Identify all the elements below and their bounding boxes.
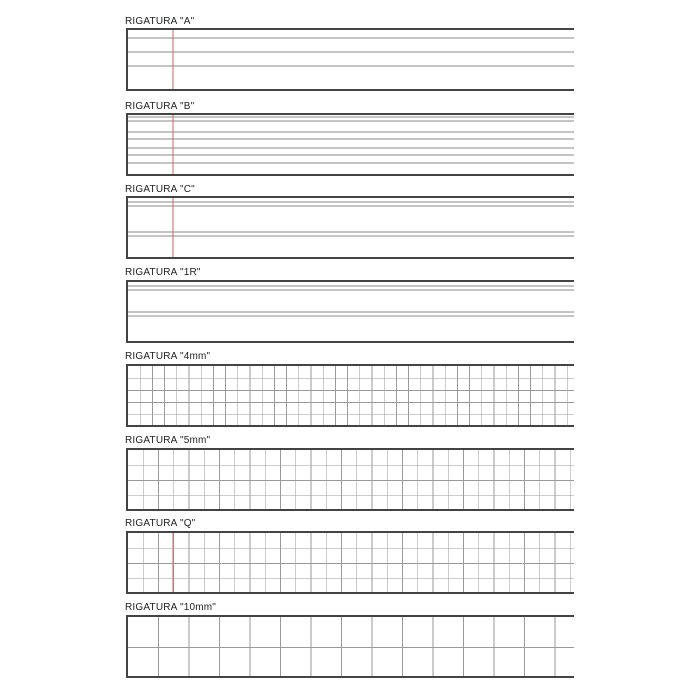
ruling-10mm-pattern [128,617,574,676]
ruling-b-pattern [128,115,574,174]
ruling-a-sample [126,28,574,91]
ruling-c-pattern [128,198,574,257]
ruling-b-label: RIGATURA "B" [125,101,195,112]
ruling-4mm-pattern [128,366,574,425]
ruling-1r-pattern [128,282,574,341]
ruling-4mm-sample [126,364,574,427]
ruling-a-label: RIGATURA "A" [125,16,195,27]
ruling-a-pattern [128,30,574,89]
ruling-b-sample [126,113,574,176]
ruling-4mm-label: RIGATURA "4mm" [125,351,211,362]
ruling-10mm-label: RIGATURA "10mm" [125,602,217,613]
ruling-5mm-pattern [128,450,574,509]
ruling-c-sample [126,196,574,259]
ruling-q-sample [126,531,574,594]
ruling-c-label: RIGATURA "C" [125,184,195,195]
ruling-1r-sample [126,280,574,343]
ruling-q-pattern [128,533,574,592]
ruling-5mm-label: RIGATURA "5mm" [125,435,211,446]
ruling-1r-label: RIGATURA "1R" [125,267,201,278]
ruling-10mm-sample [126,615,574,678]
ruling-5mm-sample [126,448,574,511]
ruling-q-label: RIGATURA "Q" [125,518,196,529]
